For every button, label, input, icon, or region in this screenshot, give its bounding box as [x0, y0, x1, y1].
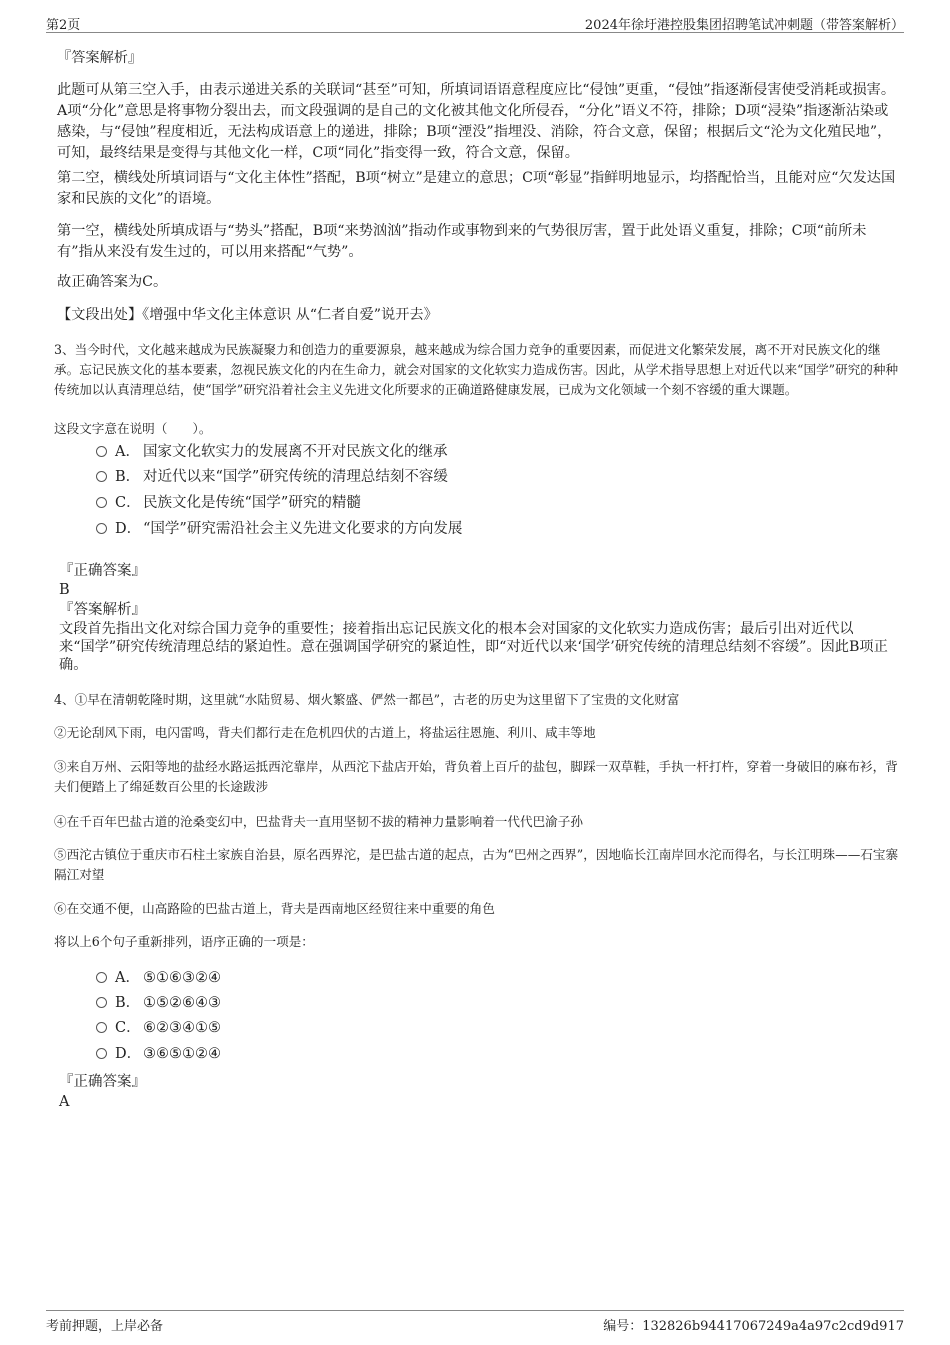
footer-slogan: 考前押题，上岸必备 [46, 1319, 164, 1334]
radio-icon[interactable] [96, 523, 107, 534]
q4-sentence-1: 4、①早在清朝乾隆时期，这里就“水陆贸易、烟火繁盛、俨然一都邑”，古老的历史为这里留下了宝贵的文化财富 [54, 692, 680, 707]
q3-answer: B [59, 582, 70, 598]
q4-sentence-2: ②无论刮风下雨，电闪雷鸣，背夫们都行走在危机四伏的古道上，将盐运往恩施、利川、咸丰等地 [54, 725, 596, 740]
option-key: D． [115, 521, 142, 537]
q2-source: 【文段出处】《增强中华文化主体意识 从“仁者自爱”说开去》 [57, 307, 438, 323]
option-text: ③⑥⑤①②④ [143, 1046, 221, 1062]
q4-sentence-5: ⑤西沱古镇位于重庆市石柱土家族自治县，原名西界沱，是巴盐古道的起点，古为“巴州之西界”，因地临长江南岸回水沱而得名，与长江明珠——石宝寨隔江对望 [54, 847, 899, 882]
radio-icon[interactable] [96, 1048, 107, 1059]
q4-option-b[interactable] [96, 992, 221, 1014]
q4-option-a[interactable] [96, 967, 221, 989]
q3-option-b[interactable] [96, 466, 448, 488]
option-key: B． [115, 469, 141, 485]
q3-option-c[interactable] [96, 492, 361, 514]
q3-analysis-label: 『答案解析』 [59, 602, 146, 618]
page-header [46, 14, 904, 33]
q2-analysis-paragraph-4: 故正确答案为C。 [57, 274, 168, 290]
radio-icon[interactable] [96, 471, 107, 482]
radio-icon[interactable] [96, 972, 107, 983]
q2-analysis-paragraph-3: 第一空，横线处所填成语与“势头”搭配，B项“来势汹汹”指动作或事物到来的气势很厉害，置于此处语义重复，排除；C项“前所未有”指从来没有发生过的，可以用来搭配“气势”。 [57, 223, 867, 260]
q2-analysis-paragraph-2: 第二空，横线处所填词语与“文化主体性”搭配，B项“树立”是建立的意思；C项“彰显”指鲜明地显示，均搭配恰当，且能对应“欠发达国家和民族的文化”的语境。 [57, 170, 896, 207]
option-text: 民族文化是传统“国学”研究的精髓 [143, 495, 361, 511]
q4-sentence-4: ④在千百年巴盐古道的沧桑变幻中，巴盐背夫一直用坚韧不拔的精神力量影响着一代代巴渝子孙 [54, 814, 583, 829]
q3-option-d[interactable] [96, 518, 462, 540]
radio-icon[interactable] [96, 1022, 107, 1033]
q2-analysis-paragraph-1: 此题可从第三空入手，由表示递进关系的关联词“甚至”可知，所填词语语意程度应比“侵蚀”更重，“侵蚀”指逐渐侵害使受消耗或损害。A项“分化”意思是将事物分裂出去，而文段强调的是自己的文化被其他文化所侵吞，“分化”语义不符，排除；D项“浸染”指逐渐沾染或感染，与“侵蚀”程度相近，无法构成语意上的递进，排除；B项“湮没”指埋没、消除，符合文意，保留；根据后文“沦为文化殖民地”，可知，最终结果是变得与其他文化一样，C项“同化”指变得一致，符合文意，保留。 [57, 82, 896, 161]
option-text: 国家文化软实力的发展离不开对民族文化的继承 [143, 444, 448, 460]
option-key: C． [115, 1020, 141, 1036]
page-footer [46, 1310, 904, 1334]
q4-option-c[interactable] [96, 1017, 221, 1039]
q3-analysis: 文段首先指出文化对综合国力竞争的重要性；接着指出忘记民族文化的根本会对国家的文化软实力造成伤害；最后引出对近代以来“国学”研究传统清理总结的紧迫性。意在强调国学研究的紧迫性，即“对近代以来‘国学’研究传统的清理总结刻不容缓”。因此B项正确。 [59, 621, 888, 673]
q4-sentence-6: ⑥在交通不便，山高路险的巴盐古道上，背夫是西南地区经贸往来中重要的角色 [54, 901, 495, 916]
option-key: A． [115, 970, 140, 986]
option-text: 对近代以来“国学”研究传统的清理总结刻不容缓 [143, 469, 448, 485]
q3-answer-label: 『正确答案』 [59, 563, 146, 579]
option-key: B． [115, 995, 141, 1011]
option-key: C． [115, 495, 141, 511]
document-title: 2024年徐圩港控股集团招聘笔试冲刺题（带答案解析） [584, 18, 904, 33]
option-text: ⑤①⑥③②④ [143, 970, 221, 986]
q4-question: 将以上6个句子重新排列，语序正确的一项是： [54, 934, 314, 949]
q3-stem: 3、当今时代，文化越来越成为民族凝聚力和创造力的重要源泉，越来越成为综合国力竞争的重要因素，而促进文化繁荣发展，离不开对民族文化的继承。忘记民族文化的基本要素，忽视民族文化的内在生命力，就会对国家的文化软实力造成伤害。因此，从学术指导思想上对近代以来“国学”研究的种种传统加以认真清理总结，使“国学”研究沿着社会主义先进文化所要求的正确道路健康发展，已成为文化领域一个刻不容缓的重大课题。 [54, 342, 899, 397]
option-text: ⑥②③④①⑤ [143, 1020, 221, 1036]
page-number: 第2页 [46, 18, 81, 33]
q3-question: 这段文字意在说明（ ）。 [54, 421, 212, 436]
option-text: “国学”研究需沿社会主义先进文化要求的方向发展 [143, 521, 463, 537]
q3-option-a[interactable] [96, 441, 448, 463]
q4-answer: A [59, 1094, 70, 1110]
q4-option-d[interactable] [96, 1043, 221, 1065]
radio-icon[interactable] [96, 446, 107, 457]
radio-icon[interactable] [96, 497, 107, 508]
option-key: A． [115, 444, 140, 460]
option-key: D． [115, 1046, 142, 1062]
q2-analysis-label: 『答案解析』 [57, 50, 143, 66]
option-text: ①⑤②⑥④③ [143, 995, 221, 1011]
document-code: 编号：132826b94417067249a4a97c2cd9d917 [603, 1319, 904, 1334]
radio-icon[interactable] [96, 997, 107, 1008]
q4-answer-label: 『正确答案』 [59, 1074, 146, 1090]
q4-sentence-3: ③来自万州、云阳等地的盐经水路运抵西沱靠岸，从西沱下盐店开始，背负着上百斤的盐包，脚踩一双草鞋，手执一杆打杵，穿着一身破旧的麻布衫，背夫们便踏上了绵延数百公里的长途跋涉 [54, 759, 898, 794]
